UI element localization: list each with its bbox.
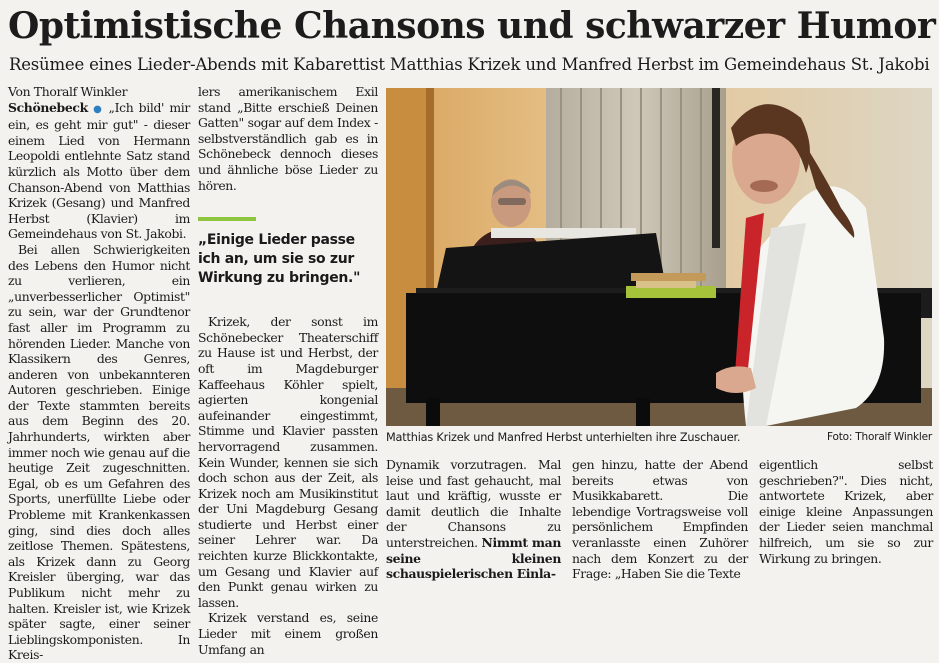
dateline-dot-icon: ● xyxy=(93,103,104,115)
caption-text: Matthias Krizek und Manfred Herbst unterhielten ihre Zuschauer. xyxy=(386,431,741,444)
paragraph: Krizek verstand es, seine Lieder mit einem großen Umfang an xyxy=(198,610,378,657)
pull-quote: „Einige Lieder passe ich an, um sie so zur Wirkung zu bringen." xyxy=(198,232,361,287)
headline: Optimistische Chansons und schwarzer Humor xyxy=(8,5,936,47)
paragraph: Krizek, der sonst im Schönebecker Theaterschiff zu Hause ist und Herbst, der oft im Magdeburger Kaffeehaus Köhler spielt, agierten kongenial aufeinander eingestimmt, Stimme und Klavier passten hervorragend zusammen. Kein Wunder, kennen sie sich doch schon aus der Zeit, als Krizek noch am Musikinstitut der Uni Magdeburg Gesang studierte und Herbst einer seiner Lehrer war. Da reichten kurze Blickkontakte, um Gesang und Klavier auf den Punkt genau wirken zu lassen. xyxy=(198,314,378,610)
paragraph xyxy=(386,457,561,582)
subheadline: Resümee eines Lieder-Abends mit Kabarettist Matthias Krizek und Manfred Herbst im Gemeindehaus St. Jakobi xyxy=(9,55,930,74)
quote-accent-bar xyxy=(198,217,256,221)
paragraph-text: Dynamik vorzutragen. Mal leise und fast gehaucht, mal laut und kräftig, wusste er damit deutlich die Inhalte der Chansons zu unterstreichen. xyxy=(386,457,561,550)
paragraph: lers amerikanischem Exil stand „Bitte erschieß Deinen Gatten" sogar auf dem Index - selbstverständlich gab es in Schönebeck dennoch dieses und ähnliche böse Lieder zu hören. xyxy=(198,84,378,193)
article-column-2 xyxy=(198,84,378,657)
paragraph-text-bold: Nimmt man seine kleinen schauspielerischen Einla- xyxy=(386,534,561,582)
article-column-4 xyxy=(572,457,748,582)
byline: Von Thoralf Winkler xyxy=(8,84,128,99)
photo-illustration xyxy=(386,88,932,426)
article-column-1 xyxy=(8,84,190,663)
paragraph: gen hinzu, hatte der Abend bereits etwas von Musikkabarett. Die lebendige Vortragsweise voll persönlichem Empfinden veranlasste einen Zuhörer nach dem Konzert zu der Frage: „Haben Sie die Texte xyxy=(572,457,748,582)
paragraph xyxy=(8,100,190,242)
dateline: Schönebeck xyxy=(8,99,88,115)
article-photo xyxy=(386,88,932,426)
article-column-5 xyxy=(759,457,933,566)
photo-caption xyxy=(386,430,932,445)
photo-credit: Foto: Thoralf Winkler xyxy=(827,431,932,443)
article-column-3 xyxy=(386,457,561,582)
paragraph-text: „Ich bild' mir ein, es geht mir gut" - dieser einem Lied von Hermann Leopoldi entlehnte Satz stand kürzlich als Motto über dem Chanson-Abend von Matthias Krizek (Gesang) und Manfred Herbst (Klavier) im Gemeindehaus von St. Jakobi. xyxy=(8,99,190,242)
paragraph: Bei allen Schwierigkeiten des Lebens den Humor nicht zu verlieren, ein „unverbesserlicher Optimist" zu sein, war der Grundtenor fast aller im Programm zu hörenden Lieder. Manche von Klassikern des Genres, anderen von unbekannteren Autoren geschrieben. Einige der Texte stammten bereits aus dem Beginn des 20. Jahrhunderts, wirkten aber immer noch wie genau auf die heutige Zeit zugeschnitten. Egal, ob es um Gefahren des Sports, unerfüllte Liebe oder Probleme mit Krankenkassen ging, sind dies doch alles zeitlose Themen. Spätestens, als Krizek dann zu Georg Kreisler überging, war das Publikum nicht mehr zu halten. Kreisler ist, wie Krizek später sagte, einer seiner Lieblingskomponisten. In Kreis- xyxy=(8,241,190,663)
paragraph: eigentlich selbst geschrieben?". Dies nicht, antwortete Krizek, aber einige kleine Anpassungen der Lieder seien manchmal hilfreich, um sie so zur Wirkung zu bringen. xyxy=(759,457,933,566)
